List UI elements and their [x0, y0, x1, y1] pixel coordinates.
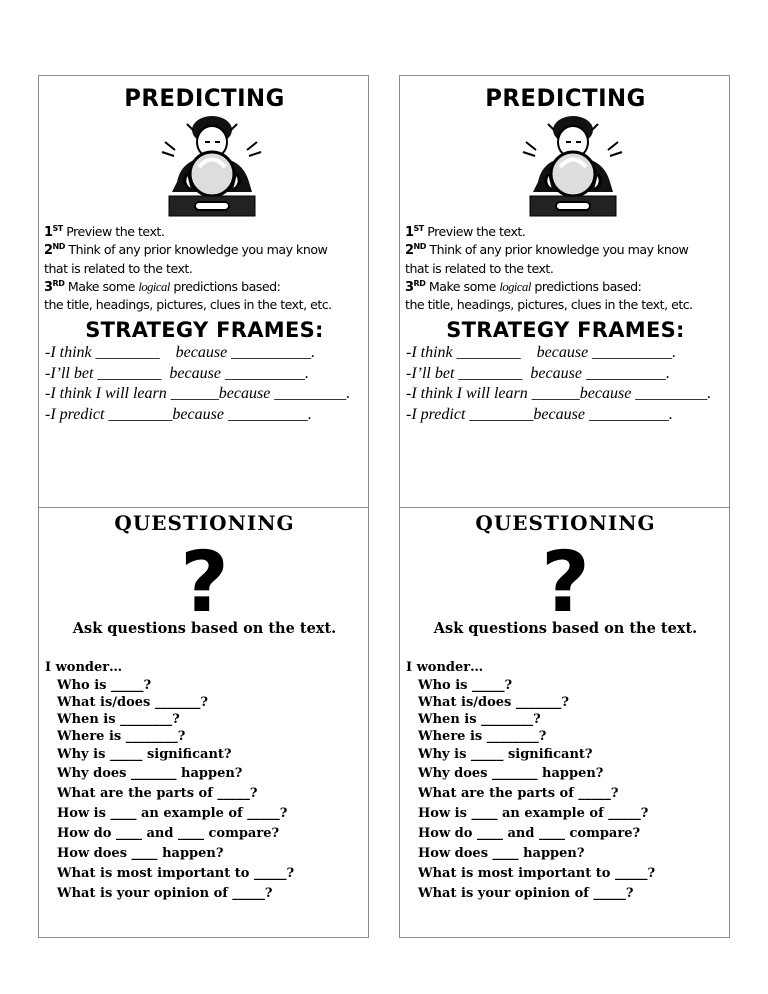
step-line	[44, 297, 332, 312]
question-prompt: What are the parts of _____?	[418, 786, 619, 801]
step-text: Make some	[428, 279, 500, 294]
strategy-frame: -I think I will learn ______because _________.	[406, 385, 712, 402]
step-text: Think of any prior knowledge you may know	[429, 242, 689, 257]
step-text: that is related to the text.	[44, 261, 193, 276]
questioning-intro: I wonder…	[45, 660, 123, 675]
step-text: the title, headings, pictures, clues in the text, etc.	[405, 297, 693, 312]
question-prompt: What is/does _______?	[418, 695, 570, 710]
questioning-intro: I wonder…	[406, 660, 484, 675]
questioning-instruction: Ask questions based on the text.	[72, 620, 337, 637]
step-text: Make some	[67, 279, 139, 294]
step-line	[405, 297, 693, 312]
step-text: Think of any prior knowledge you may know	[68, 242, 328, 257]
question-prompt: Where is ________?	[57, 729, 186, 744]
question-prompt: What is your opinion of _____?	[57, 886, 273, 901]
step-line	[405, 242, 688, 258]
question-prompt: What are the parts of _____?	[57, 786, 258, 801]
step-line	[44, 242, 327, 258]
step-ordinal: 2ND	[405, 242, 426, 258]
step-text: logical	[499, 280, 531, 294]
fortune-teller-illustration	[518, 112, 628, 222]
question-prompt: How is ____ an example of _____?	[418, 806, 649, 821]
question-prompt: Why is _____ significant?	[418, 747, 593, 762]
step-line	[44, 224, 164, 240]
step-line	[44, 261, 192, 276]
question-prompt: When is ________?	[57, 712, 180, 727]
questioning-card	[399, 507, 730, 938]
predicting-card	[399, 75, 730, 508]
step-text: predictions based:	[530, 279, 642, 294]
step-text: Preview the text.	[427, 224, 526, 239]
step-ordinal: 3RD	[44, 279, 65, 295]
question-prompt: How is ____ an example of _____?	[57, 806, 288, 821]
strategy-frames-title: STRATEGY FRAMES:	[446, 318, 685, 342]
strategy-frame: -I think ________ because __________.	[406, 344, 677, 361]
step-text: Preview the text.	[66, 224, 165, 239]
step-line	[405, 279, 641, 295]
question-mark-icon: ?	[541, 533, 590, 631]
step-text: predictions based:	[169, 279, 281, 294]
question-prompt: Why is _____ significant?	[57, 747, 232, 762]
step-text: logical	[138, 280, 170, 294]
step-line	[44, 279, 280, 295]
question-prompt: Why does _______ happen?	[57, 766, 243, 781]
strategy-frame: -I’ll bet ________ because __________.	[45, 364, 309, 382]
predicting-card	[38, 75, 369, 508]
question-prompt: How does ____ happen?	[57, 846, 224, 861]
question-prompt: Who is _____?	[57, 678, 152, 693]
question-prompt: What is your opinion of _____?	[418, 886, 634, 901]
step-ordinal: 2ND	[44, 242, 65, 258]
step-ordinal: 1ST	[405, 224, 424, 240]
question-prompt: What is most important to _____?	[57, 866, 295, 881]
question-prompt: Who is _____?	[418, 678, 513, 693]
step-line	[405, 224, 525, 240]
strategy-frame: -I think ________ because __________.	[45, 344, 316, 361]
strategy-frame: -I predict ________because __________.	[406, 405, 673, 423]
questioning-instruction: Ask questions based on the text.	[433, 620, 698, 637]
questioning-title: QUESTIONING	[114, 511, 295, 535]
questioning-title: QUESTIONING	[475, 511, 656, 535]
step-text: the title, headings, pictures, clues in the text, etc.	[44, 297, 332, 312]
strategy-frame: -I think I will learn ______because _________.	[45, 385, 351, 402]
question-prompt: Why does _______ happen?	[418, 766, 604, 781]
step-line	[405, 261, 553, 276]
strategy-frames-title: STRATEGY FRAMES:	[85, 318, 324, 342]
question-prompt: How does ____ happen?	[418, 846, 585, 861]
question-prompt: What is/does _______?	[57, 695, 209, 710]
question-prompt: When is ________?	[418, 712, 541, 727]
step-ordinal: 1ST	[44, 224, 63, 240]
question-prompt: Where is ________?	[418, 729, 547, 744]
question-prompt: What is most important to _____?	[418, 866, 656, 881]
strategy-frame: -I’ll bet ________ because __________.	[406, 364, 670, 382]
predicting-title: PREDICTING	[485, 84, 646, 112]
questioning-card	[38, 507, 369, 938]
step-ordinal: 3RD	[405, 279, 426, 295]
step-text: that is related to the text.	[405, 261, 554, 276]
question-prompt: How do ____ and ____ compare?	[57, 826, 280, 841]
strategy-frame: -I predict ________because __________.	[45, 405, 312, 423]
question-prompt: How do ____ and ____ compare?	[418, 826, 641, 841]
question-mark-icon: ?	[180, 533, 229, 631]
predicting-title: PREDICTING	[124, 84, 285, 112]
fortune-teller-illustration	[157, 112, 267, 222]
